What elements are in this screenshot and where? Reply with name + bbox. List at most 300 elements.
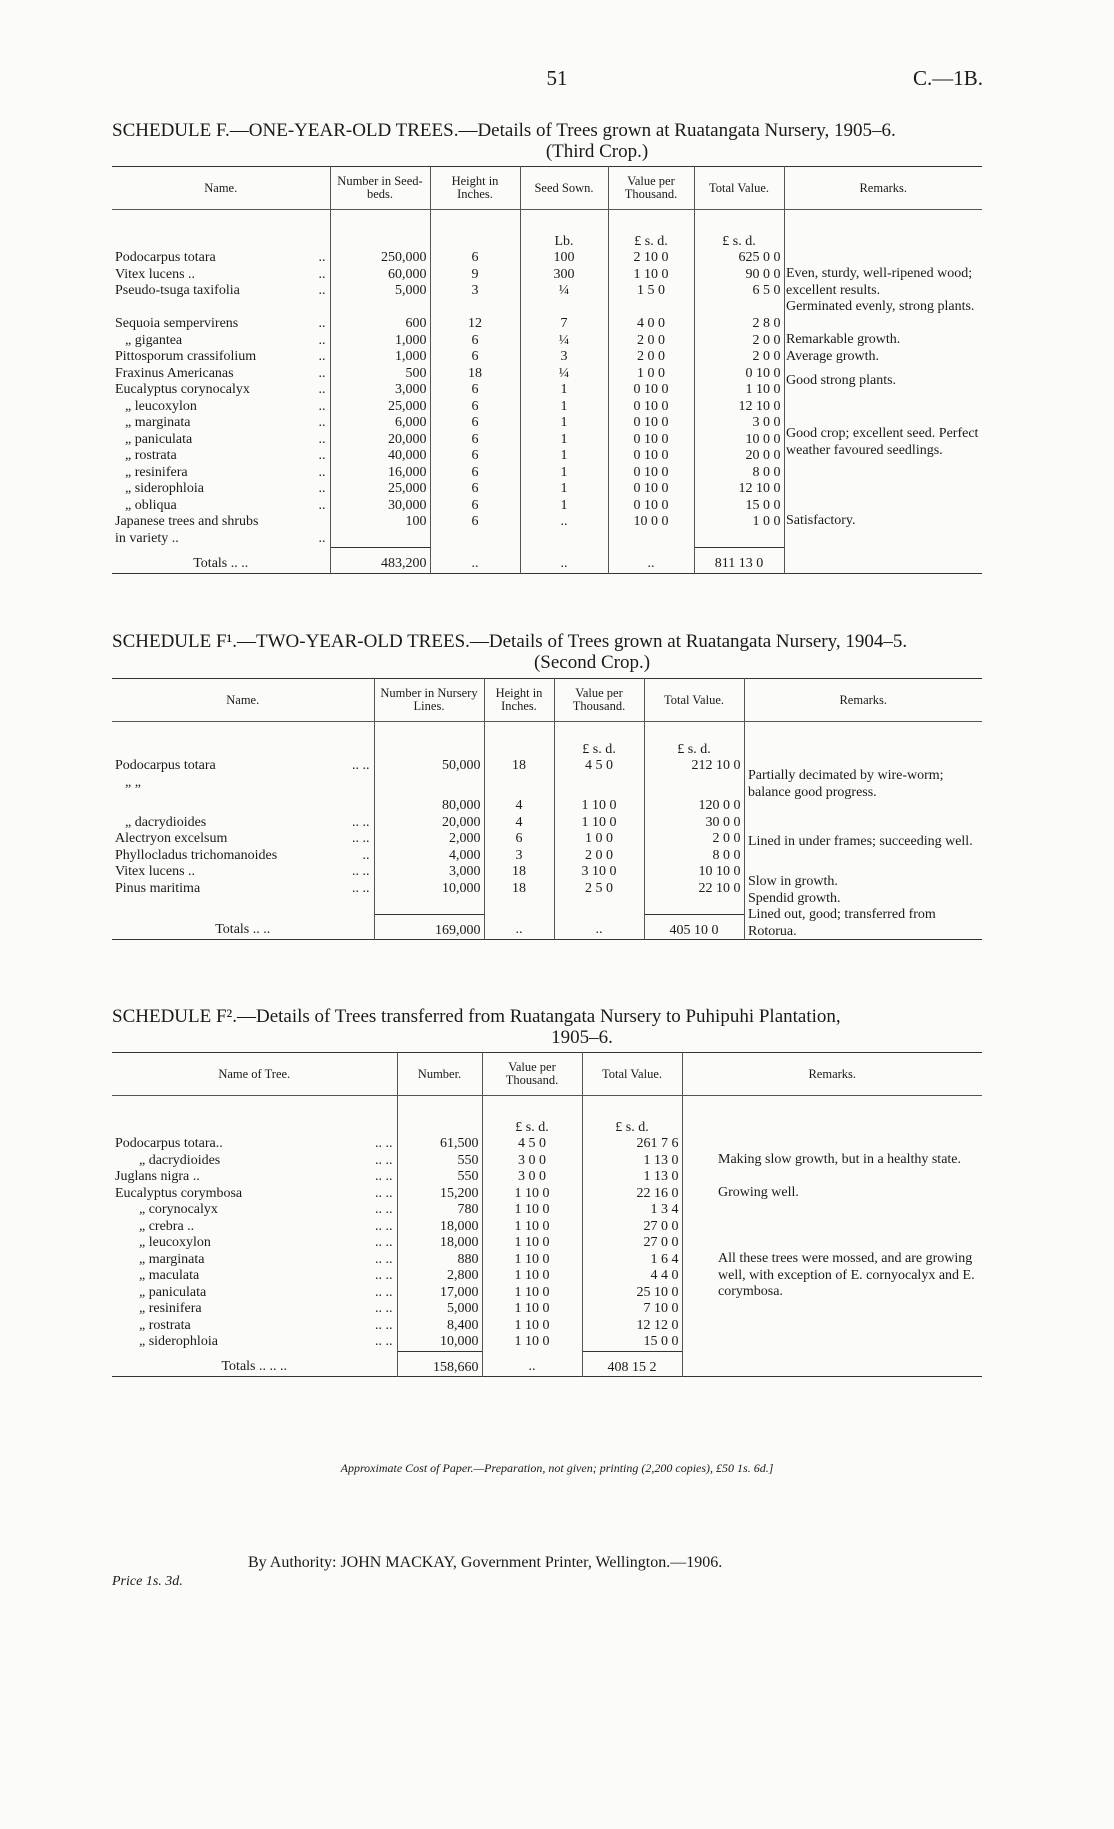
number-cell: 25,000 <box>330 481 430 498</box>
height-cell: 3 <box>430 283 520 300</box>
seed-cell: ¼ <box>520 333 608 350</box>
tree-name-cell <box>112 250 330 267</box>
height-cell: 4 <box>484 775 554 815</box>
total-cell <box>694 300 784 317</box>
value-cell: 2 10 0 <box>608 250 694 267</box>
leader-dots: .. <box>318 382 326 397</box>
tree-name-cell <box>112 831 374 848</box>
leader-dots: .. <box>318 431 326 447</box>
height-cell: 6 <box>430 514 520 531</box>
tree-name-cell <box>112 1153 397 1170</box>
remark: Lined out, good; transferred from Rotorua. <box>748 907 936 939</box>
totals-total: 405 10 0 <box>644 914 744 940</box>
leader-dots: .. .. <box>375 1317 393 1333</box>
header-number: Number in Nursery Lines. <box>374 679 484 722</box>
totals-seed: .. <box>520 548 608 574</box>
leader-dots: .. .. <box>375 1152 393 1168</box>
leader-dots: .. .. <box>375 1301 393 1316</box>
number-cell: 600 <box>330 316 430 333</box>
number-cell: 550 <box>397 1153 482 1170</box>
totals-value: .. <box>482 1351 582 1377</box>
seed-cell: 1 <box>520 448 608 465</box>
leader-dots: .. .. <box>352 758 370 773</box>
value-cell: 1 10 0 <box>554 815 644 832</box>
seed-cell: ¼ <box>520 283 608 300</box>
tree-name-cell <box>112 432 330 449</box>
tree-name: Eucalyptus corynocalyx <box>115 382 250 397</box>
units-row <box>112 234 982 251</box>
value-cell: 10 0 0 <box>608 514 694 531</box>
number-cell: 3,000 <box>374 864 484 881</box>
tree-name-cell <box>112 382 330 399</box>
remark: Spendid growth. <box>748 890 841 906</box>
leader-dots: .. .. <box>375 1136 393 1151</box>
leader-dots: .. <box>318 349 326 364</box>
leader-dots: .. <box>318 283 326 298</box>
tree-name: Pittosporum crassifolium <box>115 349 257 364</box>
schedule-f2-header-row <box>112 1053 982 1096</box>
total-cell: 6 5 0 <box>694 283 784 300</box>
value-unit: £ s. d. <box>608 234 694 251</box>
tree-name-cell <box>112 300 330 317</box>
height-cell: 6 <box>430 481 520 498</box>
units-row <box>112 742 982 759</box>
number-cell: 18,000 <box>397 1219 482 1236</box>
tree-name: „ paniculata <box>139 1284 207 1300</box>
total-cell: 12 10 0 <box>694 481 784 498</box>
number-cell: 1,000 <box>330 333 430 350</box>
value-cell: 0 10 0 <box>608 432 694 449</box>
leader-dots: .. .. <box>375 1334 393 1349</box>
remark: Growing well. <box>718 1185 799 1200</box>
tree-name-cell <box>112 848 374 865</box>
schedule-f2-title-line2: 1905–6. <box>551 1027 613 1048</box>
tree-name: „ corynocalyx <box>139 1202 218 1217</box>
number-cell: 3,000 <box>330 382 430 399</box>
table-row <box>112 1136 982 1153</box>
value-cell: 1 10 0 <box>482 1235 582 1252</box>
schedule-f-title-line2: (Third Crop.) <box>545 141 649 162</box>
value-cell: 4 5 0 <box>554 758 644 775</box>
number-cell: 16,000 <box>330 465 430 482</box>
number-cell: 40,000 <box>330 448 430 465</box>
totals-number: 169,000 <box>374 914 484 940</box>
total-unit: £ s. d. <box>582 1120 682 1137</box>
total-cell: 2 0 0 <box>694 333 784 350</box>
tree-name-cell <box>112 815 374 832</box>
tree-name: „ dacrydioides <box>125 814 207 830</box>
schedule-f2-remarks <box>718 1152 986 1301</box>
leader-dots: .. <box>318 530 326 546</box>
tree-name: Alectryon excelsum <box>115 831 228 846</box>
tree-name: Podocarpus totara <box>115 250 216 265</box>
value-cell: 1 10 0 <box>482 1318 582 1335</box>
leader-dots: .. <box>318 398 326 414</box>
total-cell: 0 10 0 <box>694 366 784 383</box>
seed-cell: 1 <box>520 382 608 399</box>
leader-dots: .. .. <box>375 1268 393 1283</box>
totals-label: Totals .. .. <box>193 555 249 571</box>
value-cell: 2 0 0 <box>608 333 694 350</box>
number-cell: 20,000 <box>374 815 484 832</box>
value-unit: £ s. d. <box>482 1120 582 1137</box>
tree-name-cell <box>112 1136 397 1153</box>
document-reference: C.—1B. <box>913 66 984 90</box>
header-total: Total Value. <box>644 679 744 722</box>
tree-name: „ rostrata <box>125 448 177 463</box>
total-cell: 15 0 0 <box>582 1334 682 1351</box>
totals-number: 483,200 <box>330 548 430 574</box>
total-cell: 25 10 0 <box>582 1285 682 1302</box>
tree-name-cell <box>112 283 330 300</box>
height-cell: 6 <box>430 250 520 267</box>
tree-name: Pseudo-tsuga taxifolia <box>115 283 240 298</box>
totals-label: Totals .. .. .. <box>221 1359 287 1374</box>
value-cell: 2 0 0 <box>608 349 694 366</box>
schedule-f2-title <box>112 1006 1012 1048</box>
number-cell: 50,000 <box>374 758 484 775</box>
leader-dots: .. .. <box>375 1284 393 1300</box>
total-cell: 27 0 0 <box>582 1235 682 1252</box>
total-cell: 2 0 0 <box>644 831 744 848</box>
tree-name-cell <box>112 333 330 350</box>
tree-name-cell <box>112 448 330 465</box>
tree-name: Fraxinus Americanas <box>115 365 234 381</box>
tree-name: in variety .. <box>115 530 179 546</box>
totals-total: 811 13 0 <box>694 548 784 574</box>
tree-name: Podocarpus totara.. <box>115 1136 223 1151</box>
total-cell: 1 0 0 <box>694 514 784 531</box>
remark: Slow in growth. <box>748 874 838 889</box>
leader-dots: .. <box>362 847 370 863</box>
price-note: Price 1s. 3d. <box>112 1574 183 1589</box>
tree-name-cell <box>112 1169 397 1186</box>
tree-name: „ paniculata <box>125 431 193 447</box>
header-name: Name of Tree. <box>112 1053 397 1096</box>
table-row <box>112 1334 982 1351</box>
height-cell: 6 <box>430 333 520 350</box>
total-cell: 90 0 0 <box>694 267 784 284</box>
seed-cell: 100 <box>520 250 608 267</box>
number-cell: 60,000 <box>330 267 430 284</box>
tree-name-cell <box>112 1301 397 1318</box>
tree-name: „ maculata <box>139 1268 200 1283</box>
number-cell: 61,500 <box>397 1136 482 1153</box>
number-cell: 20,000 <box>330 432 430 449</box>
tree-name: „ gigantea <box>125 332 183 348</box>
value-unit: £ s. d. <box>554 742 644 759</box>
total-cell: 1 13 0 <box>582 1169 682 1186</box>
value-cell: 1 10 0 <box>608 267 694 284</box>
table-row <box>112 250 982 267</box>
tree-name-cell <box>112 465 330 482</box>
height-cell: 6 <box>430 432 520 449</box>
height-cell: 9 <box>430 267 520 284</box>
number-cell: 17,000 <box>397 1285 482 1302</box>
seed-cell: 7 <box>520 316 608 333</box>
total-cell: 20 0 0 <box>694 448 784 465</box>
tree-name: Pinus maritima <box>115 880 201 896</box>
total-cell: 4 4 0 <box>582 1268 682 1285</box>
page-number: 51 <box>546 66 568 90</box>
number-cell: 10,000 <box>374 881 484 898</box>
leader-dots: .. <box>318 415 326 430</box>
leader-dots: .. <box>318 332 326 348</box>
table-row <box>112 531 982 548</box>
tree-name-cell <box>112 498 330 515</box>
number-cell: 2,800 <box>397 1268 482 1285</box>
units-row <box>112 1120 982 1137</box>
tree-name: „ dacrydioides <box>139 1152 221 1168</box>
tree-name: „ leucoxylon <box>125 398 197 414</box>
totals-height: .. <box>430 548 520 574</box>
height-cell: 18 <box>484 864 554 881</box>
seed-cell: 300 <box>520 267 608 284</box>
number-cell: 4,000 <box>374 848 484 865</box>
number-cell: 10,000 <box>397 1334 482 1351</box>
tree-name-cell <box>112 1186 397 1203</box>
value-cell: 0 10 0 <box>608 399 694 416</box>
total-cell: 8 0 0 <box>694 465 784 482</box>
schedule-f1-title <box>112 631 1012 673</box>
value-cell: 2 0 0 <box>554 848 644 865</box>
seed-cell: 3 <box>520 349 608 366</box>
schedule-f-remarks <box>786 266 991 530</box>
tree-name: Sequoia sempervirens <box>115 316 239 331</box>
value-cell: 0 10 0 <box>608 448 694 465</box>
tree-name-cell <box>112 1285 397 1302</box>
height-cell: 18 <box>484 758 554 775</box>
number-cell: 5,000 <box>397 1301 482 1318</box>
number-cell: 8,400 <box>397 1318 482 1335</box>
tree-name: Vitex lucens .. <box>115 864 196 879</box>
number-cell: 1,000 <box>330 349 430 366</box>
remark: Good crop; excellent seed. Perfect weather favoured seedlings. <box>786 426 979 458</box>
total-cell: 22 16 0 <box>582 1186 682 1203</box>
remark: Even, sturdy, well-ripened wood; excellent results. <box>786 266 973 298</box>
tree-name: „ rostrata <box>139 1317 191 1333</box>
header-remarks: Remarks. <box>744 679 982 722</box>
tree-name: „ marginata <box>125 415 191 430</box>
value-cell: 0 10 0 <box>608 415 694 432</box>
total-cell: 22 10 0 <box>644 881 744 898</box>
tree-name-cell <box>112 1268 397 1285</box>
tree-name: „ siderophloia <box>139 1334 218 1349</box>
header-height: Height in Inches. <box>430 167 520 210</box>
tree-name: Phyllocladus trichomanoides <box>115 847 278 863</box>
schedule-f1-title-line2: (Second Crop.) <box>533 652 651 673</box>
table-row <box>112 1301 982 1318</box>
height-cell: 6 <box>430 399 520 416</box>
seed-cell: 1 <box>520 415 608 432</box>
leader-dots: .. .. <box>352 814 370 830</box>
totals-height: .. <box>484 914 554 940</box>
value-cell: 3 10 0 <box>554 864 644 881</box>
tree-name: Japanese trees and shrubs <box>115 514 259 529</box>
schedule-f-totals-row <box>112 548 982 574</box>
header-height: Height in Inches. <box>484 679 554 722</box>
tree-name: „ siderophloia <box>125 481 204 496</box>
number-cell: 15,200 <box>397 1186 482 1203</box>
total-cell: 1 3 4 <box>582 1202 682 1219</box>
leader-dots: .. <box>318 464 326 480</box>
tree-name-cell <box>112 775 374 815</box>
tree-name: „ resinifera <box>139 1301 202 1316</box>
schedule-f1-header-row <box>112 679 982 722</box>
value-cell: 1 10 0 <box>554 775 644 815</box>
remark: Satisfactory. <box>786 513 856 528</box>
value-cell: 0 10 0 <box>608 465 694 482</box>
tree-name: „ resinifera <box>125 464 188 480</box>
value-cell <box>608 300 694 317</box>
number-cell: 780 <box>397 1202 482 1219</box>
header-value: Value per Thousand. <box>608 167 694 210</box>
tree-name-cell <box>112 366 330 383</box>
header-remarks: Remarks. <box>682 1053 982 1096</box>
total-unit: £ s. d. <box>694 234 784 251</box>
height-cell: 6 <box>430 498 520 515</box>
value-cell: 1 10 0 <box>482 1252 582 1269</box>
header-name: Name. <box>112 679 374 722</box>
total-cell <box>694 531 784 548</box>
tree-name-cell <box>112 514 330 531</box>
tree-name-cell <box>112 1219 397 1236</box>
tree-name: „ crebra .. <box>139 1218 195 1234</box>
tree-name: „ marginata <box>139 1251 205 1267</box>
total-cell: 30 0 0 <box>644 815 744 832</box>
value-cell: 2 5 0 <box>554 881 644 898</box>
number-cell: 30,000 <box>330 498 430 515</box>
number-cell: 880 <box>397 1252 482 1269</box>
schedule-f2-totals-row <box>112 1351 982 1377</box>
value-cell: 0 10 0 <box>608 382 694 399</box>
total-cell: 120 0 0 <box>644 775 744 815</box>
totals-value: .. <box>554 914 644 940</box>
number-cell: 100 <box>330 514 430 531</box>
value-cell: 3 0 0 <box>482 1169 582 1186</box>
seed-cell: ¼ <box>520 366 608 383</box>
leader-dots: .. <box>318 266 326 282</box>
tree-name-cell <box>112 316 330 333</box>
totals-label: Totals .. .. <box>215 922 271 937</box>
remark: Good strong plants. <box>786 373 897 388</box>
number-cell: 6,000 <box>330 415 430 432</box>
total-cell: 7 10 0 <box>582 1301 682 1318</box>
remark: Lined in under frames; succeeding well. <box>748 834 973 849</box>
seed-cell: 1 <box>520 481 608 498</box>
number-cell: 25,000 <box>330 399 430 416</box>
tree-name-cell <box>112 1252 397 1269</box>
tree-name-cell <box>112 267 330 284</box>
tree-name-cell <box>112 758 374 775</box>
value-cell: 1 0 0 <box>554 831 644 848</box>
tree-name-cell <box>112 881 374 898</box>
total-cell: 625 0 0 <box>694 250 784 267</box>
tree-name-cell <box>112 481 330 498</box>
header-total: Total Value. <box>694 167 784 210</box>
seed-cell: .. <box>520 514 608 531</box>
value-cell: 4 5 0 <box>482 1136 582 1153</box>
schedule-f2-title-line1: SCHEDULE F².—Details of Trees transferred from Ruatangata Nursery to Puhipuhi Plantation, <box>112 1006 841 1027</box>
header-number: Number in Seed-beds. <box>330 167 430 210</box>
leader-dots: .. <box>318 481 326 496</box>
value-cell: 3 0 0 <box>482 1153 582 1170</box>
height-cell: 18 <box>484 881 554 898</box>
tree-name-cell <box>112 1235 397 1252</box>
value-cell: 4 0 0 <box>608 316 694 333</box>
totals-total: 408 15 2 <box>582 1351 682 1377</box>
total-unit: £ s. d. <box>644 742 744 759</box>
seed-cell <box>520 300 608 317</box>
tree-name: „ obliqua <box>125 497 177 513</box>
number-cell <box>330 300 430 317</box>
total-cell: 2 0 0 <box>694 349 784 366</box>
value-cell <box>608 531 694 548</box>
leader-dots: .. <box>318 250 326 265</box>
remark: Germinated evenly, strong plants. <box>786 299 975 314</box>
tree-name-cell <box>112 531 330 548</box>
height-cell: 3 <box>484 848 554 865</box>
seed-cell <box>520 531 608 548</box>
number-cell: 80,000 <box>374 775 484 815</box>
tree-name: Eucalyptus corymbosa <box>115 1185 243 1201</box>
value-cell: 1 10 0 <box>482 1334 582 1351</box>
schedule-f-header-row <box>112 167 982 210</box>
total-cell: 12 12 0 <box>582 1318 682 1335</box>
printer-authority: By Authority: JOHN MACKAY, Government Printer, Wellington.—1906. <box>248 1554 723 1571</box>
total-cell: 12 10 0 <box>694 399 784 416</box>
tree-name-cell <box>112 1202 397 1219</box>
leader-dots: .. .. <box>375 1218 393 1234</box>
tree-name: „ „ <box>125 774 141 790</box>
total-cell: 27 0 0 <box>582 1219 682 1236</box>
leader-dots: .. .. <box>375 1235 393 1250</box>
total-cell: 1 13 0 <box>582 1153 682 1170</box>
height-cell: 6 <box>430 448 520 465</box>
tree-name: Podocarpus totara <box>115 758 216 773</box>
total-cell: 1 6 4 <box>582 1252 682 1269</box>
leader-dots: .. .. <box>375 1185 393 1201</box>
header-seed: Seed Sown. <box>520 167 608 210</box>
tree-name: Juglans nigra .. <box>115 1169 200 1184</box>
total-cell: 8 0 0 <box>644 848 744 865</box>
height-cell: 6 <box>430 349 520 366</box>
tree-name-cell <box>112 399 330 416</box>
seed-cell: 1 <box>520 465 608 482</box>
leader-dots: .. .. <box>352 831 370 846</box>
header-value: Value per Thousand. <box>554 679 644 722</box>
tree-name-cell <box>112 1318 397 1335</box>
cost-of-paper-note: Approximate Cost of Paper.—Preparation, not given; printing (2,200 copies), £50 1s. 6d.] <box>340 1461 774 1475</box>
seed-cell: 1 <box>520 399 608 416</box>
number-cell: 18,000 <box>397 1235 482 1252</box>
header-remarks: Remarks. <box>784 167 982 210</box>
value-cell: 0 10 0 <box>608 481 694 498</box>
header-value: Value per Thousand. <box>482 1053 582 1096</box>
height-cell: 12 <box>430 316 520 333</box>
total-cell: 3 0 0 <box>694 415 784 432</box>
table-row <box>112 1318 982 1335</box>
tree-name: Vitex lucens .. <box>115 266 196 282</box>
seed-cell: 1 <box>520 432 608 449</box>
height-cell: 6 <box>430 465 520 482</box>
height-cell <box>430 531 520 548</box>
value-cell: 0 10 0 <box>608 498 694 515</box>
header-name: Name. <box>112 167 330 210</box>
total-cell: 1 10 0 <box>694 382 784 399</box>
value-cell: 1 10 0 <box>482 1268 582 1285</box>
total-cell: 2 8 0 <box>694 316 784 333</box>
